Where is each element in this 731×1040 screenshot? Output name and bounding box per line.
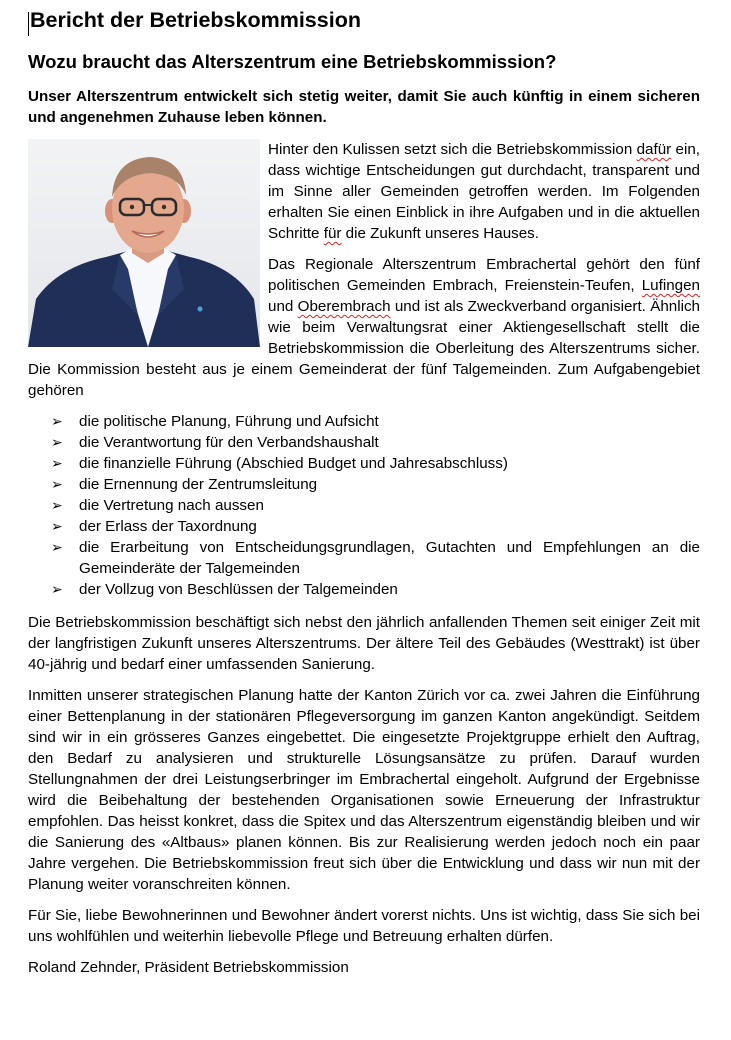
spellcheck-word: Lufingen bbox=[641, 277, 700, 294]
arrow-bullet-icon: ➢ bbox=[51, 518, 63, 534]
arrow-bullet-icon: ➢ bbox=[51, 476, 63, 492]
document-title: Bericht der Betriebskommission bbox=[30, 8, 361, 32]
signature: Roland Zehnder, Präsident Betriebskommission bbox=[28, 959, 349, 976]
paragraph-organisation: Das Regionale Alterszentrum Embrachertal gehört den fünf politischen Gemeinden Embrach, Freienstein-Teufen, Lufingen und Oberembrach und ist als Zweckverband organisiert. Ähnlich wie beim Verwaltungsrat einer Aktiengesellschaft stellt die Betriebskommission die Oberleitung des Alterszentrums sicher. Die Kommission besteht aus je einem Gemeinderat der fünf Talgemeinden. Zum Aufgabengebiet gehören bbox=[28, 256, 701, 399]
arrow-bullet-icon: ➢ bbox=[51, 497, 63, 513]
portrait-image bbox=[28, 139, 260, 347]
paragraph-residents: Für Sie, liebe Bewohnerinnen und Bewohner ändert vorerst nichts. Uns ist wichtig, dass Sie sich bei uns wohlfühlen und weiterhin liebevolle Pflege und Betreuung erhalten dürfen. bbox=[28, 907, 700, 945]
spellcheck-word: Oberembrach bbox=[297, 298, 391, 315]
list-item: ➢ der Vollzug von Beschlüssen der Talgemeinden bbox=[51, 581, 398, 598]
arrow-bullet-icon: ➢ bbox=[51, 413, 63, 429]
lead-paragraph: Unser Alterszentrum entwickelt sich stetig weiter, damit Sie auch künftig in einem sicheren und angenehmen Zuhause leben können. bbox=[28, 88, 700, 126]
list-item: ➢ die Ernennung der Zentrumsleitung bbox=[51, 476, 318, 493]
task-list bbox=[28, 411, 700, 600]
body-text bbox=[28, 139, 700, 988]
paragraph-intro: Hinter den Kulissen setzt sich die Betriebskommission dafür ein, dass wichtige Entscheidungen gut durchdacht, transparent und im Sinne aller Gemeinden getroffen werden. Im Folgenden erhalten Sie einen Einblick in ihre Aufgaben und in die aktuellen Schritte für die Zukunft unseres Hauses. bbox=[268, 141, 700, 242]
text-cursor bbox=[28, 12, 29, 36]
spellcheck-word: für bbox=[323, 225, 342, 242]
list-item: ➢ die Vertretung nach aussen bbox=[51, 497, 264, 514]
list-item: ➢ die politische Planung, Führung und Aufsicht bbox=[51, 413, 379, 430]
arrow-bullet-icon: ➢ bbox=[51, 455, 63, 471]
list-item: ➢ die Verantwortung für den Verbandshaushalt bbox=[51, 434, 379, 451]
list-item: ➢ die finanzielle Führung (Abschied Budget und Jahresabschluss) bbox=[51, 455, 508, 472]
paragraph-planning: Inmitten unserer strategischen Planung hatte der Kanton Zürich vor ca. zwei Jahren die Einführung einer Bettenplanung in der stationären Pflegeversorgung im ganzen Kanton angekündigt. Seitdem sind wir in ein grösseres Ganzes eingebettet. Die eingesetzte Projektgruppe erhielt den Auftrag, den Bedarf zu analysieren und strukturelle Lösungsansätze zu prüfen. Darauf wurden Stellungnahmen der drei Leistungserbringer im Embrachertal eingeholt. Aufgrund der Ergebnisse wird die Beibehaltung der bestehenden Organisationen sowie Erneuerung der Infrastruktur empfohlen. Das heisst konkret, dass die Spitex und das Alterszentrum eigenständig bleiben und wir die Sanierung des «Altbaus» planen können. Bis zur Realisierung werden jedoch noch ein paar Jahre vergehen. Die Betriebskommission freut sich über die Entwicklung und dass wir nun mit der Planung weiter voranschreiten können. bbox=[28, 687, 700, 893]
list-item: ➢ der Erlass der Taxordnung bbox=[51, 518, 257, 535]
portrait-photo bbox=[28, 139, 260, 347]
arrow-bullet-icon: ➢ bbox=[51, 434, 63, 450]
arrow-bullet-icon: ➢ bbox=[51, 539, 63, 555]
document-subtitle: Wozu braucht das Alterszentrum eine Betriebskommission? bbox=[28, 51, 557, 72]
arrow-bullet-icon: ➢ bbox=[51, 581, 63, 597]
list-item: ➢ die Erarbeitung von Entscheidungsgrundlagen, Gutachten und Empfehlungen an die Gemeinderäte der Talgemeinden bbox=[51, 539, 700, 577]
paragraph-future: Die Betriebskommission beschäftigt sich nebst den jährlich anfallenden Themen seit einiger Zeit mit der langfristigen Zukunft unseres Alterszentrums. Der ältere Teil des Gebäudes (Westtrakt) ist über 40-jährig und bedarf einer umfassenden Sanierung. bbox=[28, 614, 700, 673]
spellcheck-word: dafür bbox=[636, 141, 672, 158]
